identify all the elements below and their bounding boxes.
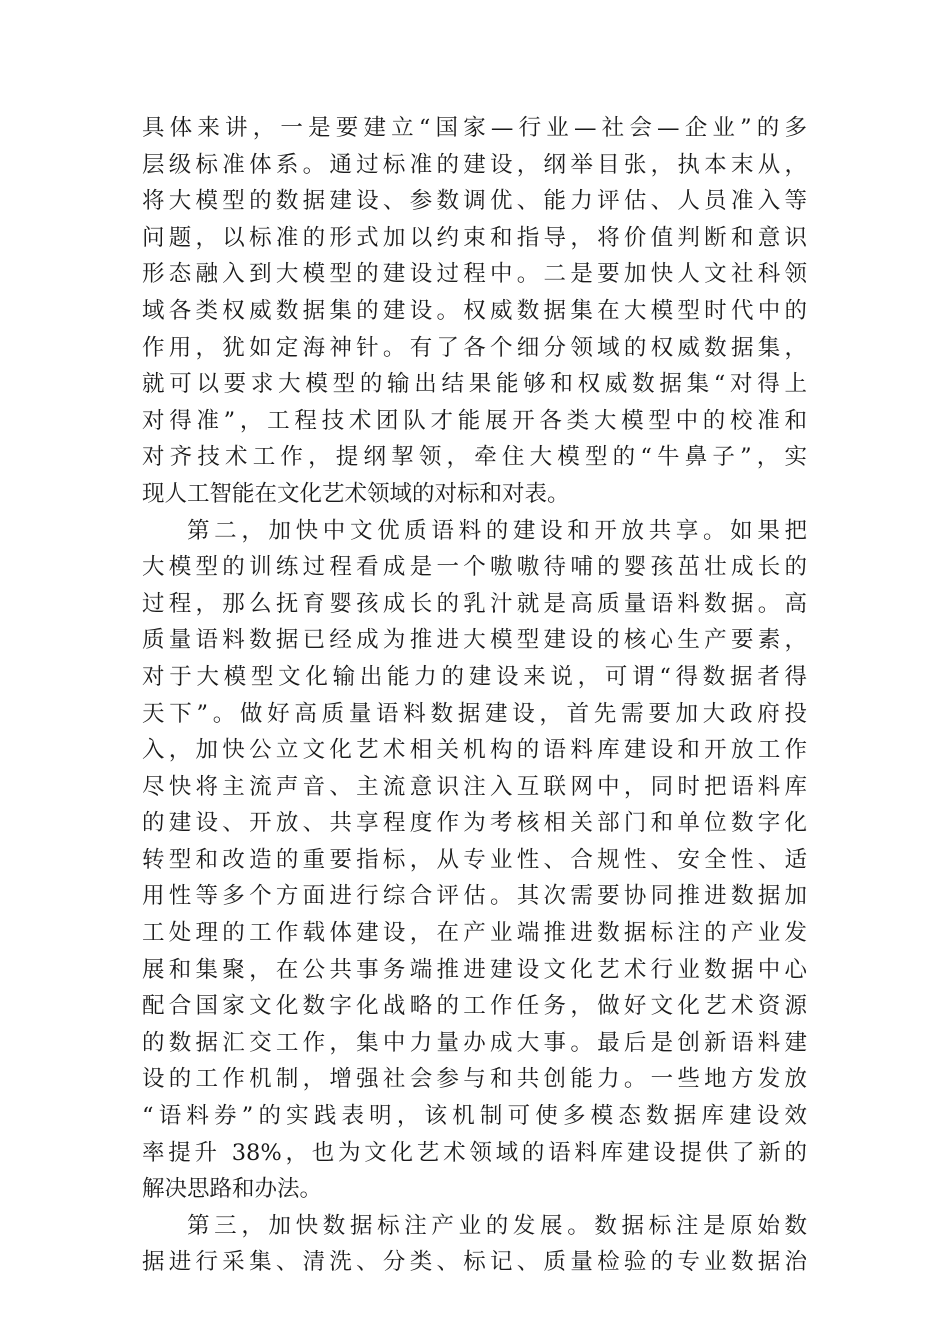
text-line: 率提升 38%，也为文化艺术领域的语料库建设提供了新的 bbox=[142, 1139, 807, 1166]
text-line: 尽快将主流声音、主流意识注入互联网中，同时把语料库 bbox=[142, 773, 807, 800]
text-line: 对于大模型文化输出能力的建设来说，可谓“得数据者得 bbox=[142, 663, 807, 690]
text-line: 转型和改造的重要指标，从专业性、合规性、安全性、适 bbox=[142, 846, 807, 873]
text-line: 将大模型的数据建设、参数调优、能力评估、人员准入等 bbox=[142, 188, 807, 215]
text-line: 工处理的工作载体建设，在产业端推进数据标注的产业发 bbox=[142, 920, 807, 947]
text-line: 设的工作机制，增强社会参与和共创能力。一些地方发放 bbox=[142, 1066, 807, 1093]
text-line: 就可以要求大模型的输出结果能够和权威数据集“对得上 bbox=[142, 371, 807, 398]
text-line: 配合国家文化数字化战略的工作任务，做好文化艺术资源 bbox=[142, 993, 807, 1020]
text-line: 现人工智能在文化艺术领域的对标和对表。 bbox=[142, 480, 570, 507]
text-line: 对齐技术工作，提纲挈领，牵住大模型的“牛鼻子”，实 bbox=[142, 444, 807, 471]
text-line: 作用，犹如定海神针。有了各个细分领域的权威数据集， bbox=[142, 334, 807, 361]
text-line: 展和集聚，在公共事务端推进建设文化艺术行业数据中心 bbox=[142, 956, 807, 983]
text-line: 域各类权威数据集的建设。权威数据集在大模型时代中的 bbox=[142, 297, 807, 324]
text-line: 天下”。做好高质量语料数据建设，首先需要加大政府投 bbox=[142, 700, 807, 727]
paragraph bbox=[142, 110, 807, 513]
text-line: 第二，加快中文优质语料的建设和开放共享。如果把 bbox=[187, 517, 807, 544]
text-line: 据进行采集、清洗、分类、标记、质量检验的专业数据治 bbox=[142, 1249, 807, 1276]
text-line: 过程，那么抚育婴孩成长的乳汁就是高质量语料数据。高 bbox=[142, 590, 807, 617]
text-line: 形态融入到大模型的建设过程中。二是要加快人文社科领 bbox=[142, 261, 807, 288]
text-line: 解决思路和办法。 bbox=[142, 1176, 323, 1203]
text-line: 用性等多个方面进行综合评估。其次需要协同推进数据加 bbox=[142, 883, 807, 910]
text-line: 具体来讲，一是要建立“国家—行业—社会—企业”的多 bbox=[142, 115, 807, 141]
text-line: 大模型的训练过程看成是一个嗷嗷待哺的婴孩茁壮成长的 bbox=[142, 554, 807, 581]
text-line: 的数据汇交工作，集中力量办成大事。最后是创新语料建 bbox=[142, 1029, 807, 1056]
text-line: 质量语料数据已经成为推进大模型建设的核心生产要素， bbox=[142, 627, 807, 654]
text-line: 的建设、开放、共享程度作为考核相关部门和单位数字化 bbox=[142, 810, 807, 837]
paragraph bbox=[142, 513, 807, 1208]
text-line: “语料券”的实践表明，该机制可使多模态数据库建设效 bbox=[142, 1103, 807, 1130]
document-page bbox=[142, 110, 807, 1281]
text-line: 入，加快公立文化艺术相关机构的语料库建设和开放工作 bbox=[142, 737, 807, 764]
text-line: 第三，加快数据标注产业的发展。数据标注是原始数 bbox=[187, 1212, 807, 1239]
text-line: 层级标准体系。通过标准的建设，纲举目张，执本末从， bbox=[142, 151, 807, 178]
text-line: 对得准”，工程技术团队才能展开各类大模型中的校准和 bbox=[142, 407, 807, 434]
paragraph bbox=[142, 1208, 807, 1281]
text-line: 问题，以标准的形式加以约束和指导，将价值判断和意识 bbox=[142, 224, 807, 251]
